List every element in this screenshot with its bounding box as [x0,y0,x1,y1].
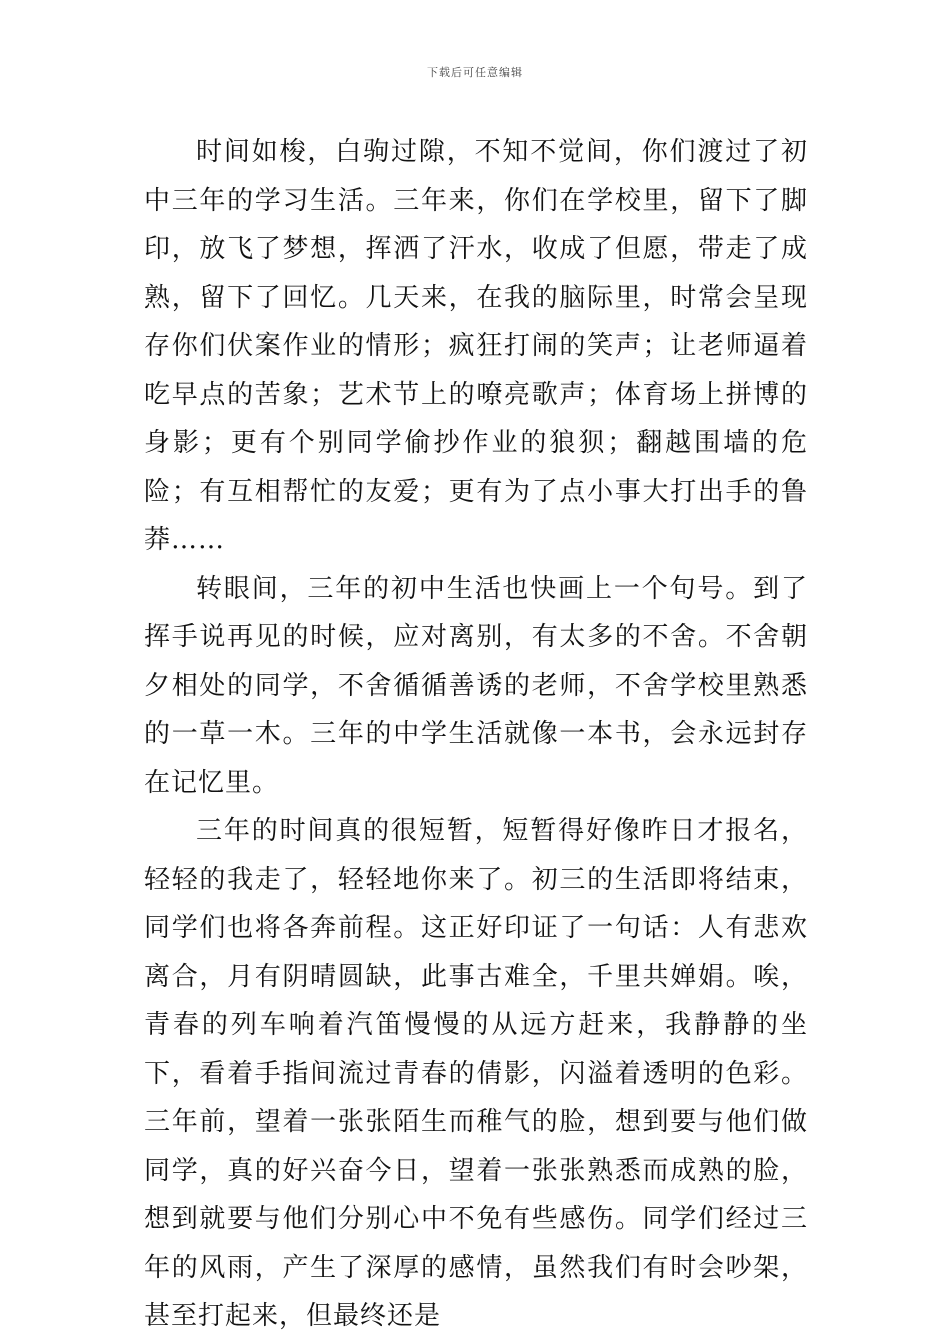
paragraph-3: 三年的时间真的很短暂，短暂得好像昨日才报名，轻轻的我走了，轻轻地你来了。初三的生活即将结束，同学们也将各奔前程。这正好印证了一句话：人有悲欢离合，月有阴晴圆缺，此事古难全，千里共婵娟。唉，青春的列车响着汽笛慢慢的从远方赶来，我静静的坐下，看着手指间流过青春的倩影，闪溢着透明的色彩。三年前，望着一张张陌生而稚气的脸，想到要与他们做同学，真的好兴奋今日，望着一张张熟悉而成熟的脸，想到就要与他们分别心中不免有些感伤。同学们经过三年的风雨，产生了深厚的感情，虽然我们有时会吵架，甚至打起来，但最终还是 [144,816,808,1331]
paragraph-2: 转眼间，三年的初中生活也快画上一个句号。到了挥手说再见的时候，应对离别，有太多的不舍。不舍朝夕相处的同学，不舍循循善诱的老师，不舍学校里熟悉的一草一木。三年的中学生活就像一本书，会永远封存在记忆里。 [144,573,808,798]
paragraph-1: 时间如梭，白驹过隙，不知不觉间，你们渡过了初中三年的学习生活。三年来，你们在学校里，留下了脚印，放飞了梦想，挥洒了汗水，收成了但愿，带走了成熟，留下了回忆。几天来，在我的脑际里，时常会呈现存你们伏案作业的情形；疯狂打闹的笑声；让老师逼着吃早点的苦象；艺术节上的嘹亮歌声；体育场上拼博的身影；更有个别同学偷抄作业的狼狈；翻越围墙的危险；有互相帮忙的友爱；更有为了点小事大打出手的鲁莽…… [144,137,808,555]
document-body [144,128,808,1341]
page-header: 下载后可任意编辑 [427,66,523,79]
